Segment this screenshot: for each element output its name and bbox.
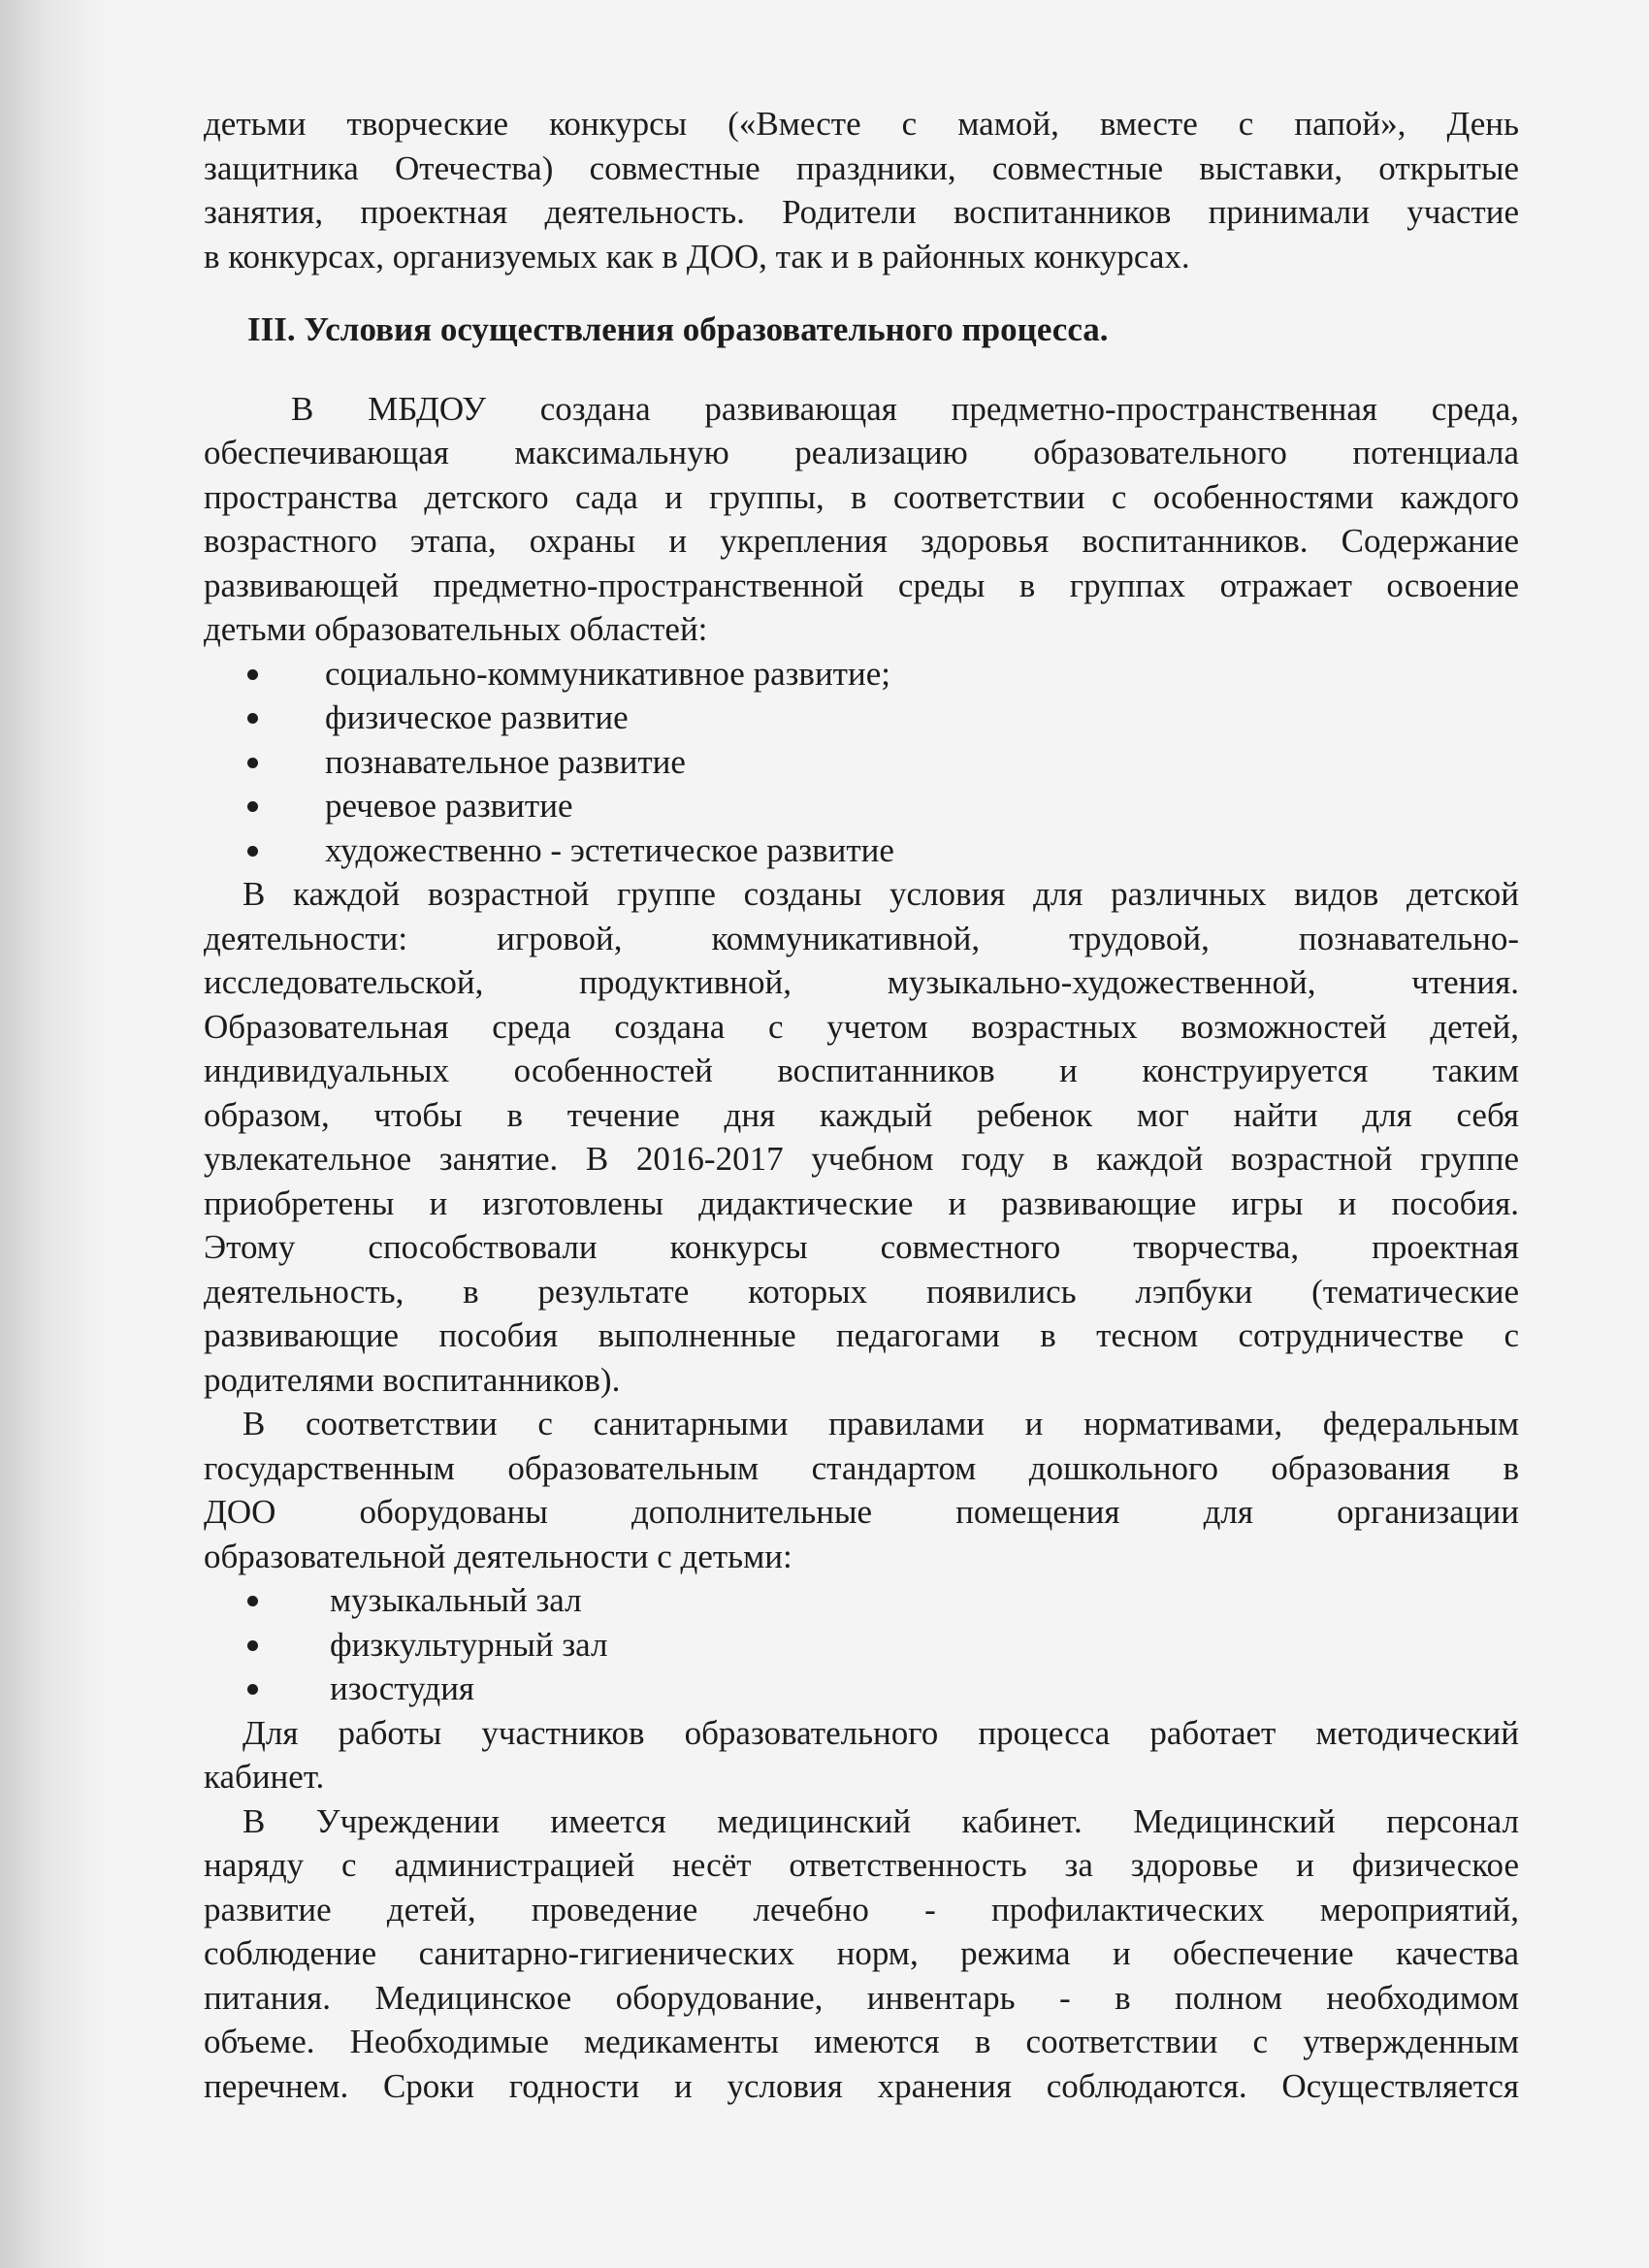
text-line: детьми творческие конкурсы («Вместе с мамой, вместе с папой», День (204, 105, 1519, 143)
intro-paragraph (204, 102, 1519, 278)
text-line: развитие детей, проведение лечебно - профилактических мероприятий, (204, 1890, 1519, 1928)
list-item-text: физкультурный зал (330, 1625, 608, 1664)
text-line: Этому способствовали конкурсы совместного творчества, проектная (204, 1228, 1519, 1266)
activities-paragraph (204, 872, 1519, 1402)
text-line: индивидуальных особенностей воспитанников и конструируется таким (204, 1052, 1519, 1089)
text-line: В соответствии с санитарными правилами и нормативами, федеральным (242, 1405, 1519, 1442)
text-line: увлекательное занятие. В 2016-2017 учебном году в каждой возрастной группе (204, 1140, 1519, 1178)
document-page (204, 102, 1519, 2108)
section-heading: III. Условия осуществления образовательного процесса. (247, 310, 1109, 348)
text-line: деятельность, в результате которых появились лэпбуки (тематические (204, 1272, 1519, 1311)
text-line: развивающей предметно-пространственной среды в группах отражает освоение (204, 566, 1519, 604)
bullet-icon (247, 801, 258, 812)
bullet-icon (247, 669, 258, 680)
list-item-text: познавательное развитие (325, 742, 686, 781)
text-line: государственным образовательным стандартом дошкольного образования в (204, 1448, 1519, 1487)
list-item (204, 652, 1519, 697)
text-line: Для работы участников образовательного процесса работает методический (242, 1713, 1519, 1752)
text-line: кабинет. (204, 1758, 325, 1796)
list-item (204, 1578, 1519, 1623)
list-item-text: изостудия (330, 1669, 475, 1707)
text-line: наряду с администрацией несёт ответственность за здоровье и физическое (204, 1846, 1519, 1884)
sanitary-paragraph (204, 1402, 1519, 1578)
rooms-list (204, 1578, 1519, 1711)
list-item-text: физическое развитие (325, 698, 629, 736)
bullet-icon (247, 1640, 258, 1651)
bullet-icon (247, 713, 258, 724)
list-item (204, 1623, 1519, 1668)
text-line: питания. Медицинское оборудование, инвентарь - в полном необходимом (204, 1978, 1519, 2017)
text-line: В каждой возрастной группе созданы условия для различных видов детской (242, 875, 1519, 913)
text-line: объеме. Необходимые медикаменты имеются в соответствии с утвержденным (204, 2023, 1519, 2060)
list-item (204, 1667, 1519, 1711)
text-line: В Учреждении имеется медицинский кабинет. Медицинский персонал (242, 1801, 1519, 1840)
text-line: ДОО оборудованы дополнительные помещения для организации (204, 1493, 1519, 1531)
list-item-text: речевое развитие (325, 787, 573, 825)
list-item (204, 696, 1519, 740)
list-item (204, 784, 1519, 828)
methodical-paragraph (204, 1711, 1519, 1799)
text-line: возрастного этапа, охраны и укрепления здоровья воспитанников. Содержание (204, 522, 1519, 560)
text-line: занятия, проектная деятельность. Родители воспитанников принимали участие (204, 193, 1519, 231)
list-item-text: музыкальный зал (330, 1581, 582, 1619)
text-line: исследовательской, продуктивной, музыкально-художественной, чтения. (204, 963, 1519, 1001)
text-line: детьми образовательных областей: (204, 610, 708, 648)
text-line: приобретены и изготовлены дидактические и развивающие игры и пособия. (204, 1183, 1519, 1222)
environment-paragraph (204, 387, 1519, 652)
text-line: Образовательная среда создана с учетом возрастных возможностей детей, (204, 1007, 1519, 1046)
text-line: пространства детского сада и группы, в соответствии с особенностями каждого (204, 477, 1519, 516)
text-line: обеспечивающая максимальную реализацию образовательного потенциала (204, 434, 1519, 471)
text-line: соблюдение санитарно-гигиенических норм, режима и обеспечение качества (204, 1934, 1519, 1972)
text-line: родителями воспитанников). (204, 1360, 621, 1399)
text-line: развивающие пособия выполненные педагогами в тесном сотрудничестве с (204, 1316, 1519, 1354)
list-item (204, 828, 1519, 873)
text-line: образовательной деятельности с детьми: (204, 1537, 792, 1575)
educational-areas-list (204, 652, 1519, 873)
text-line: перечнем. Сроки годности и условия хранения соблюдаются. Осуществляется (204, 2066, 1519, 2105)
bullet-icon (247, 1596, 258, 1606)
bullet-icon (247, 1684, 258, 1695)
text-line: образом, чтобы в течение дня каждый ребенок мог найти для себя (204, 1095, 1519, 1134)
medical-paragraph (204, 1799, 1519, 2109)
list-item (204, 740, 1519, 785)
text-line: В МБДОУ создана развивающая предметно-пространственная среда, (291, 389, 1519, 428)
text-line: защитника Отечества) совместные праздники, совместные выставки, открытые (204, 148, 1519, 187)
bullet-icon (247, 846, 258, 857)
text-line: в конкурсах, организуемых как в ДОО, так и в районных конкурсах. (204, 237, 1190, 275)
text-line: деятельности: игровой, коммуникативной, трудовой, познавательно- (204, 919, 1519, 957)
list-item-text: социально-коммуникативное развитие; (325, 654, 890, 693)
scan-edge-shadow (0, 0, 107, 2268)
list-item-text: художественно - эстетическое развитие (325, 830, 894, 869)
bullet-icon (247, 758, 258, 768)
